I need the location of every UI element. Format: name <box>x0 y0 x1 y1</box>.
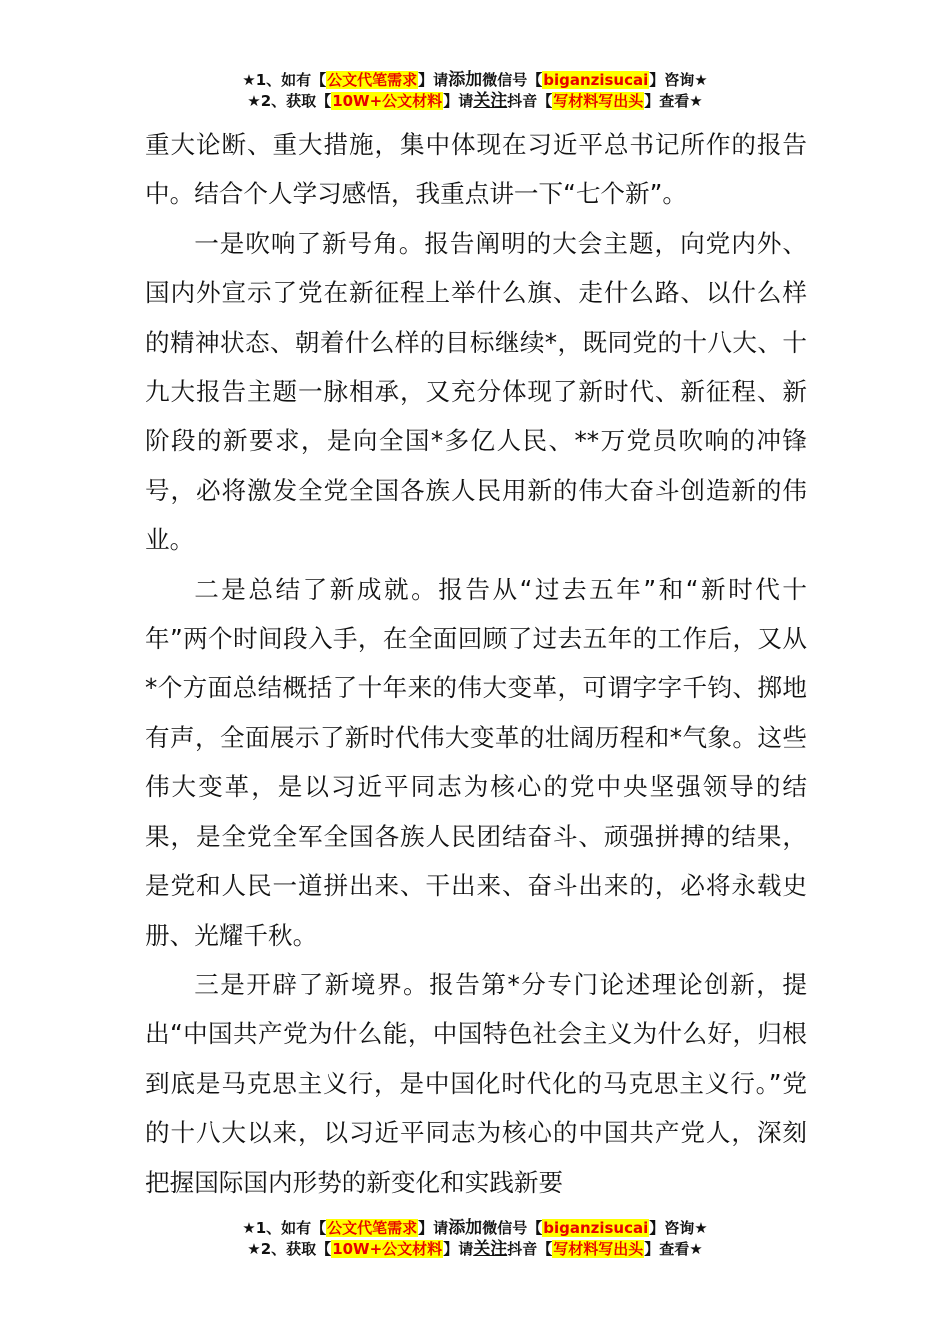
highlight-douyin: 写材料写出头 <box>553 92 644 110</box>
highlight-wechat-id: biganzisucai <box>543 71 649 89</box>
banner-line-2: ★2、获取【10W+公文材料】请关注抖音【写材料写出头】查看★ <box>247 91 703 111</box>
document-body <box>145 120 807 1207</box>
highlight-materials: 10W+公文材料 <box>332 1240 443 1258</box>
paragraph-continuation: 重大论断、重大措施，集中体现在习近平总书记所作的报告中。结合个人学习感悟，我重点讲一下“七个新”。 <box>145 130 807 209</box>
highlight-materials: 10W+公文材料 <box>332 92 443 110</box>
highlight-douyin: 写材料写出头 <box>553 1240 644 1258</box>
paragraph-new-horn: 一是吹响了新号角。报告阐明的大会主题，向党内外、国内外宣示了党在新征程上举什么旗、走什么路、以什么样的精神状态、朝着什么样的目标继续*，既同党的十八大、十九大报告主题一脉相承，又充分体现了新时代、新征程、新阶段的新要求，是向全国*多亿人民、**万党员吹响的冲锋号，必将激发全党全国各族人民用新的伟大奋斗创造新的伟业。 <box>145 228 807 555</box>
highlight-service: 公文代笔需求 <box>327 1219 418 1237</box>
bottom-banner <box>0 1218 950 1260</box>
top-banner <box>0 70 950 112</box>
highlight-service: 公文代笔需求 <box>327 71 418 89</box>
paragraph-new-achievements: 二是总结了新成就。报告从“过去五年”和“新时代十年”两个时间段入手，在全面回顾了过去五年的工作后，又从*个方面总结概括了十年来的伟大变革，可谓字字千钧、掷地有声，全面展示了新时代伟大变革的壮阔历程和*气象。这些伟大变革，是以习近平同志为核心的党中央坚强领导的结果，是全党全军全国各族人民团结奋斗、顽强拼搏的结果，是党和人民一道拼出来、干出来、奋斗出来的，必将永载史册、光耀千秋。 <box>145 574 807 950</box>
highlight-wechat-id: biganzisucai <box>543 1219 649 1237</box>
banner-line-1: ★1、如有【公文代笔需求】请添加微信号【biganzisucai】咨询★ <box>242 70 708 90</box>
banner-line-2: ★2、获取【10W+公文材料】请关注抖音【写材料写出头】查看★ <box>247 1239 703 1259</box>
paragraph-new-realm: 三是开辟了新境界。报告第*分专门论述理论创新，提出“中国共产党为什么能，中国特色社会主义为什么好，归根到底是马克思主义行，是中国化时代化的马克思主义行。”党的十八大以来，以习近平同志为核心的中国共产党人，深刻把握国际国内形势的新变化和实践新要 <box>145 969 807 1197</box>
banner-line-1: ★1、如有【公文代笔需求】请添加微信号【biganzisucai】咨询★ <box>242 1218 708 1238</box>
